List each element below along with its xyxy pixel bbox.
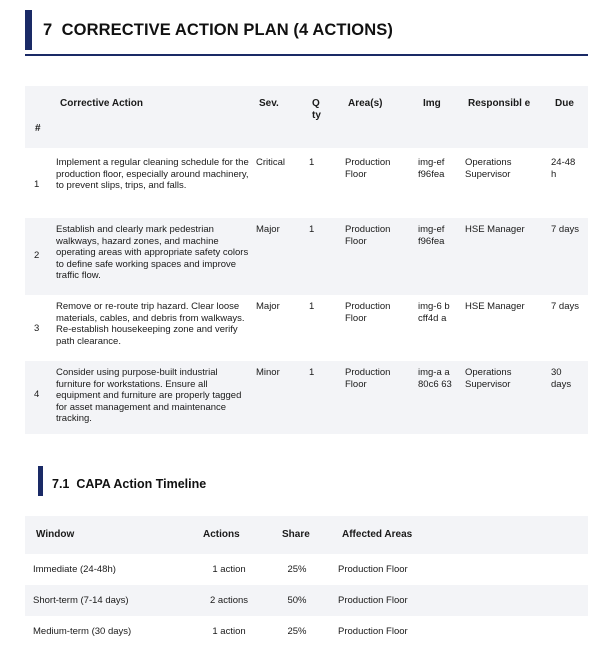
timeline-actions: 1 action [212, 564, 246, 575]
row-qty: 1 [309, 367, 315, 378]
timeline-window: Short-term (7-14 days) [33, 595, 129, 606]
row-severity: Minor [256, 367, 280, 378]
subsection-title [52, 477, 206, 491]
timeline-areas: Production Floor [338, 595, 408, 606]
col-header-share: Share [282, 529, 310, 540]
col-header-affected-areas: Affected Areas [342, 529, 413, 540]
timeline-areas: Production Floor [338, 626, 408, 637]
row-responsible: HSE Manager [465, 301, 525, 312]
timeline-share: 25% [287, 564, 307, 575]
section-heading [25, 10, 588, 54]
row-img: img-ef f96fea [418, 157, 445, 180]
row-area: Production Floor [345, 157, 391, 180]
row-area: Production Floor [345, 224, 391, 247]
row-area: Production Floor [345, 367, 391, 390]
section-title [43, 21, 393, 40]
col-header-img: Img [423, 98, 441, 109]
corrective-action-table [25, 86, 588, 434]
timeline-areas: Production Floor [338, 564, 408, 575]
table-row [25, 295, 588, 361]
subsection-title-text: CAPA Action Timeline [76, 477, 207, 491]
col-header-due: Due [555, 98, 574, 109]
heading-accent-bar [25, 10, 32, 50]
col-header-window: Window [36, 529, 75, 540]
col-header-responsible: Responsibl e [468, 98, 531, 109]
section-number: 7 [43, 21, 53, 39]
row-num: 1 [34, 179, 40, 190]
subsection-heading [38, 466, 338, 496]
table-row [25, 148, 588, 218]
row-responsible: HSE Manager [465, 224, 525, 235]
row-responsible: Operations Supervisor [465, 367, 512, 390]
timeline-row [25, 554, 588, 585]
subsection-number: 7.1 [52, 477, 70, 491]
timeline-share: 50% [287, 595, 307, 606]
section-title-text: CORRECTIVE ACTION PLAN (4 ACTIONS) [61, 21, 393, 39]
row-img: img-ef f96fea [418, 224, 445, 247]
timeline-table [25, 516, 588, 648]
row-action: Consider using purpose-built industrial furniture for workstations. Ensure all equipment and furniture are properly tagged for asset management and maintenance tracking. [56, 367, 242, 424]
timeline-share: 25% [287, 626, 307, 637]
timeline-row [25, 585, 588, 616]
col-header-action: Corrective Action [60, 98, 143, 109]
row-due: 30 days [551, 367, 572, 390]
row-due: 24-48 h [551, 157, 576, 180]
table-row [25, 218, 588, 295]
row-img: img-a a80c6 63 [418, 367, 452, 390]
row-due: 7 days [551, 224, 579, 235]
row-qty: 1 [309, 224, 315, 235]
row-action: Remove or re-route trip hazard. Clear loose materials, cables, and debris from walkways. Re-establish housekeeping zone and verify path clearance. [56, 301, 245, 347]
timeline-header [25, 516, 588, 554]
subheading-accent-bar [38, 466, 43, 496]
row-responsible: Operations Supervisor [465, 157, 512, 180]
table-row [25, 361, 588, 434]
col-header-qty: Q ty [312, 98, 321, 121]
timeline-window: Medium-term (30 days) [33, 626, 132, 637]
row-qty: 1 [309, 157, 315, 168]
row-num: 3 [34, 323, 40, 334]
row-due: 7 days [551, 301, 579, 312]
col-header-num: # [35, 123, 41, 134]
row-area: Production Floor [345, 301, 391, 324]
timeline-window: Immediate (24-48h) [33, 564, 116, 575]
timeline-actions: 2 actions [209, 595, 249, 606]
heading-underline [25, 54, 588, 56]
row-severity: Major [256, 301, 280, 312]
col-header-actions: Actions [203, 529, 240, 540]
timeline-actions: 1 action [212, 626, 246, 637]
timeline-row [25, 616, 588, 647]
row-severity: Critical [256, 157, 286, 168]
row-action: Implement a regular cleaning schedule for the production floor, especially around machinery, to prevent slips, trips, and falls. [56, 157, 249, 191]
row-severity: Major [256, 224, 280, 235]
table-header [25, 86, 588, 148]
row-num: 2 [34, 250, 40, 261]
col-header-severity: Sev. [259, 98, 279, 109]
row-qty: 1 [309, 301, 315, 312]
row-num: 4 [34, 389, 40, 400]
row-img: img-6 bcff4d a [418, 301, 450, 324]
row-action: Establish and clearly mark pedestrian walkways, hazard zones, and machine operating areas with appropriate safety colors to define safe working spaces and improve traffic flow. [56, 224, 249, 281]
col-header-area: Area(s) [348, 98, 383, 109]
